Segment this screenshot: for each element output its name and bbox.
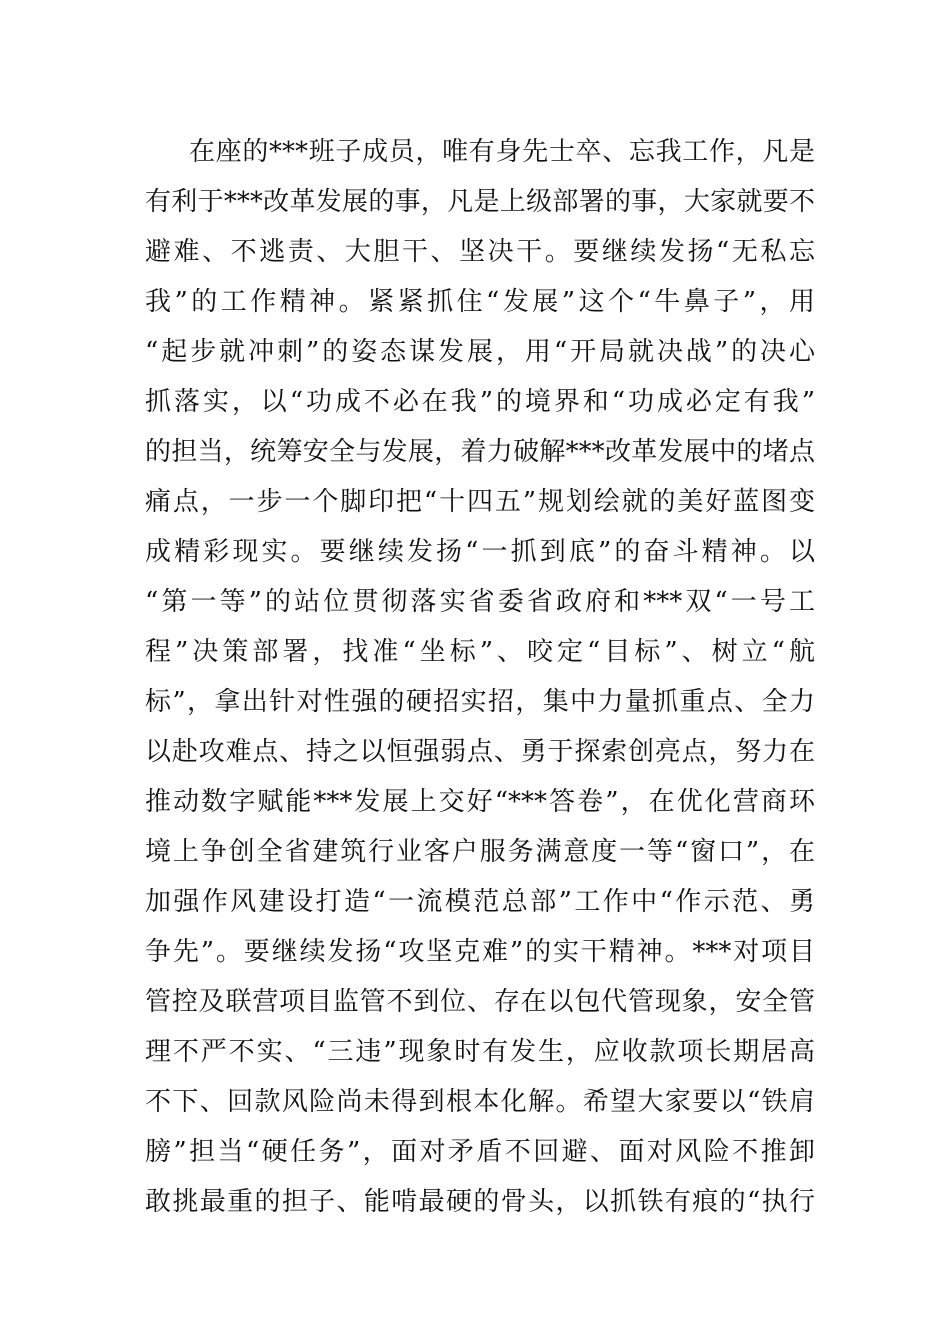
paragraph-line: 程”决策部署，找准“坐标”、咬定“目标”、树立“航 — [145, 637, 815, 667]
paragraph-line: 避难、不逃责、大胆干、坚决干。要继续发扬“无私忘 — [145, 237, 815, 267]
paragraph-line: 敢挑最重的担子、能啃最硬的骨头，以抓铁有痕的“执行 — [145, 1187, 815, 1217]
paragraph-line: 在座的***班子成员，唯有身先士卒、忘我工作，凡是 — [189, 137, 815, 167]
paragraph-line: 的担当，统筹安全与发展，着力破解***改革发展中的堵点 — [145, 437, 815, 467]
paragraph-line: 标”，拿出针对性强的硬招实招，集中力量抓重点、全力 — [145, 687, 815, 717]
paragraph-line: 境上争创全省建筑行业客户服务满意度一等“窗口”，在 — [145, 837, 815, 867]
paragraph-line: “起步就冲刺”的姿态谋发展，用“开局就决战”的决心 — [145, 337, 815, 367]
paragraph-line: 膀”担当“硬任务”，面对矛盾不回避、面对风险不推卸 — [145, 1137, 815, 1167]
paragraph-line: 我”的工作精神。紧紧抓住“发展”这个“牛鼻子”，用 — [145, 287, 815, 317]
paragraph-line: 加强作风建设打造“一流模范总部”工作中“作示范、勇 — [145, 887, 815, 917]
paragraph-line: 痛点，一步一个脚印把“十四五”规划绘就的美好蓝图变 — [145, 487, 815, 517]
paragraph-line: 有利于***改革发展的事，凡是上级部署的事，大家就要不 — [145, 187, 815, 217]
document-paragraph — [145, 127, 815, 1227]
paragraph-line: “第一等”的站位贯彻落实省委省政府和***双“一号工 — [145, 587, 815, 617]
paragraph-line: 争先”。要继续发扬“攻坚克难”的实干精神。***对项目 — [145, 937, 815, 967]
paragraph-line: 抓落实，以“功成不必在我”的境界和“功成必定有我” — [145, 387, 815, 417]
paragraph-line: 以赴攻难点、持之以恒强弱点、勇于探索创亮点，努力在 — [145, 737, 815, 767]
paragraph-line: 理不严不实、“三违”现象时有发生，应收款项长期居高 — [145, 1037, 815, 1067]
paragraph-line: 不下、回款风险尚未得到根本化解。希望大家要以“铁肩 — [145, 1087, 815, 1117]
paragraph-line: 成精彩现实。要继续发扬“一抓到底”的奋斗精神。以 — [145, 537, 815, 567]
paragraph-line: 管控及联营项目监管不到位、存在以包代管现象，安全管 — [145, 987, 815, 1017]
paragraph-line: 推动数字赋能***发展上交好“***答卷”，在优化营商环 — [145, 787, 815, 817]
